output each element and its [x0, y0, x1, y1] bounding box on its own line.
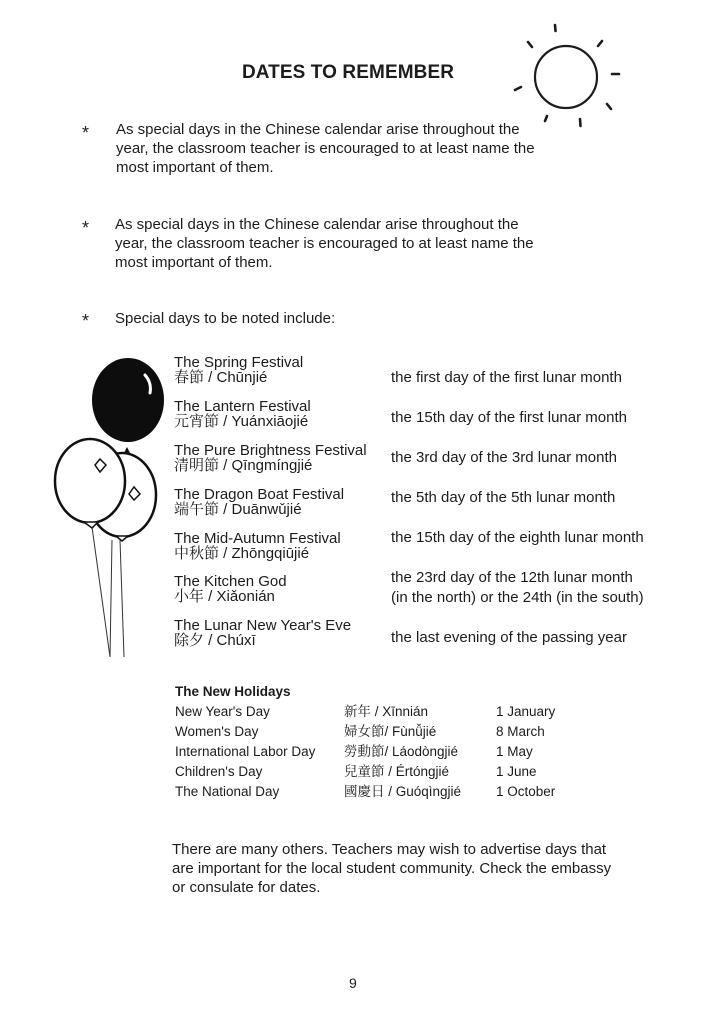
- festival-entry: [174, 443, 367, 474]
- bullet-paragraph: [115, 215, 534, 272]
- holiday-name: Women's Day: [175, 724, 259, 739]
- balloons-illustration: [50, 355, 170, 660]
- bullet-star-icon: *: [82, 218, 90, 238]
- festival-entry: [174, 531, 341, 562]
- date-line: the 3rd day of the 3rd lunar month: [391, 449, 617, 466]
- holiday-chinese: 婦女節/ Fùnǚjié: [344, 724, 437, 739]
- date-line: the 15th day of the first lunar month: [391, 409, 627, 426]
- date-line: the first day of the first lunar month: [391, 369, 622, 386]
- page-number: 9: [349, 975, 357, 991]
- date-line: the 5th day of the 5th lunar month: [391, 489, 616, 506]
- festival-date: [391, 528, 644, 548]
- date-line: the 23rd day of the 12th lunar month: [391, 569, 633, 586]
- new-holidays-title: The New Holidays: [175, 684, 291, 699]
- sun-icon: [505, 22, 625, 132]
- closing-paragraph: [172, 840, 611, 897]
- festival-name: The Kitchen God: [174, 573, 287, 590]
- festival-name: The Lantern Festival: [174, 398, 311, 415]
- text-line: or consulate for dates.: [172, 879, 321, 896]
- holiday-date: 8 March: [496, 724, 545, 739]
- text-line: year, the classroom teacher is encouraged to at least name the: [115, 235, 534, 252]
- holiday-date: 1 June: [496, 764, 537, 779]
- holiday-chinese: 兒童節 / Értóngjié: [344, 764, 450, 779]
- festival-entry: [174, 399, 311, 430]
- date-line: (in the north) or the 24th (in the south): [391, 589, 644, 606]
- festival-date: [391, 408, 627, 428]
- holiday-name: Children's Day: [175, 764, 263, 779]
- festival-date: [391, 628, 627, 648]
- text-line: There are many others. Teachers may wish to advertise days that: [172, 841, 607, 858]
- text-line: are important for the local student community. Check the embassy: [172, 860, 612, 877]
- text-line: As special days in the Chinese calendar arise throughout the: [115, 216, 519, 233]
- bullet-paragraph: [115, 309, 335, 328]
- festival-chinese: 元宵節 / Yuánxiāojié: [174, 413, 309, 430]
- festival-date: [391, 488, 615, 508]
- festival-chinese: 中秋節 / Zhōngqiūjié: [174, 545, 310, 562]
- text-line: Special days to be noted include:: [115, 310, 336, 327]
- date-line: the 15th day of the eighth lunar month: [391, 529, 644, 546]
- date-line: the last evening of the passing year: [391, 629, 627, 646]
- holiday-date: 1 January: [496, 704, 556, 719]
- festival-date: [391, 448, 617, 468]
- festival-name: The Lunar New Year's Eve: [174, 617, 352, 634]
- festival-chinese: 春節 / Chūnjié: [174, 369, 268, 386]
- festival-chinese: 端午節 / Duānwǔjié: [174, 501, 302, 518]
- festival-entry: [174, 355, 303, 386]
- holiday-date: 1 October: [496, 784, 556, 799]
- festival-chinese: 小年 / Xiǎonián: [174, 588, 275, 605]
- festival-date: [391, 368, 622, 388]
- holiday-chinese: 勞動節/ Láodòngjié: [344, 744, 459, 759]
- festival-name: The Spring Festival: [174, 354, 304, 371]
- holiday-name: International Labor Day: [175, 744, 316, 759]
- festival-entry: [174, 574, 287, 605]
- bullet-paragraph: [116, 120, 535, 177]
- holiday-date: 1 May: [496, 744, 533, 759]
- text-line: most important of them.: [116, 159, 274, 176]
- festival-chinese: 清明節 / Qīngmíngjié: [174, 457, 313, 474]
- festival-name: The Pure Brightness Festival: [174, 442, 367, 459]
- festival-date: [391, 568, 644, 608]
- bullet-star-icon: *: [82, 311, 90, 331]
- festival-name: The Mid-Autumn Festival: [174, 530, 341, 547]
- bullet-star-icon: *: [82, 123, 90, 143]
- festival-chinese: 除夕 / Chúxī: [174, 632, 256, 649]
- festival-entry: [174, 487, 344, 518]
- text-line: most important of them.: [115, 254, 273, 271]
- page-title: DATES TO REMEMBER: [241, 62, 455, 83]
- festival-name: The Dragon Boat Festival: [174, 486, 345, 503]
- holiday-name: The National Day: [175, 784, 280, 799]
- holiday-name: New Year's Day: [175, 704, 270, 719]
- holiday-chinese: 國慶日 / Guóqìngjié: [344, 784, 462, 799]
- text-line: As special days in the Chinese calendar arise throughout the: [116, 121, 520, 138]
- festival-entry: [174, 618, 351, 649]
- holiday-chinese: 新年 / Xīnnián: [344, 704, 429, 719]
- text-line: year, the classroom teacher is encouraged to at least name the: [116, 140, 535, 157]
